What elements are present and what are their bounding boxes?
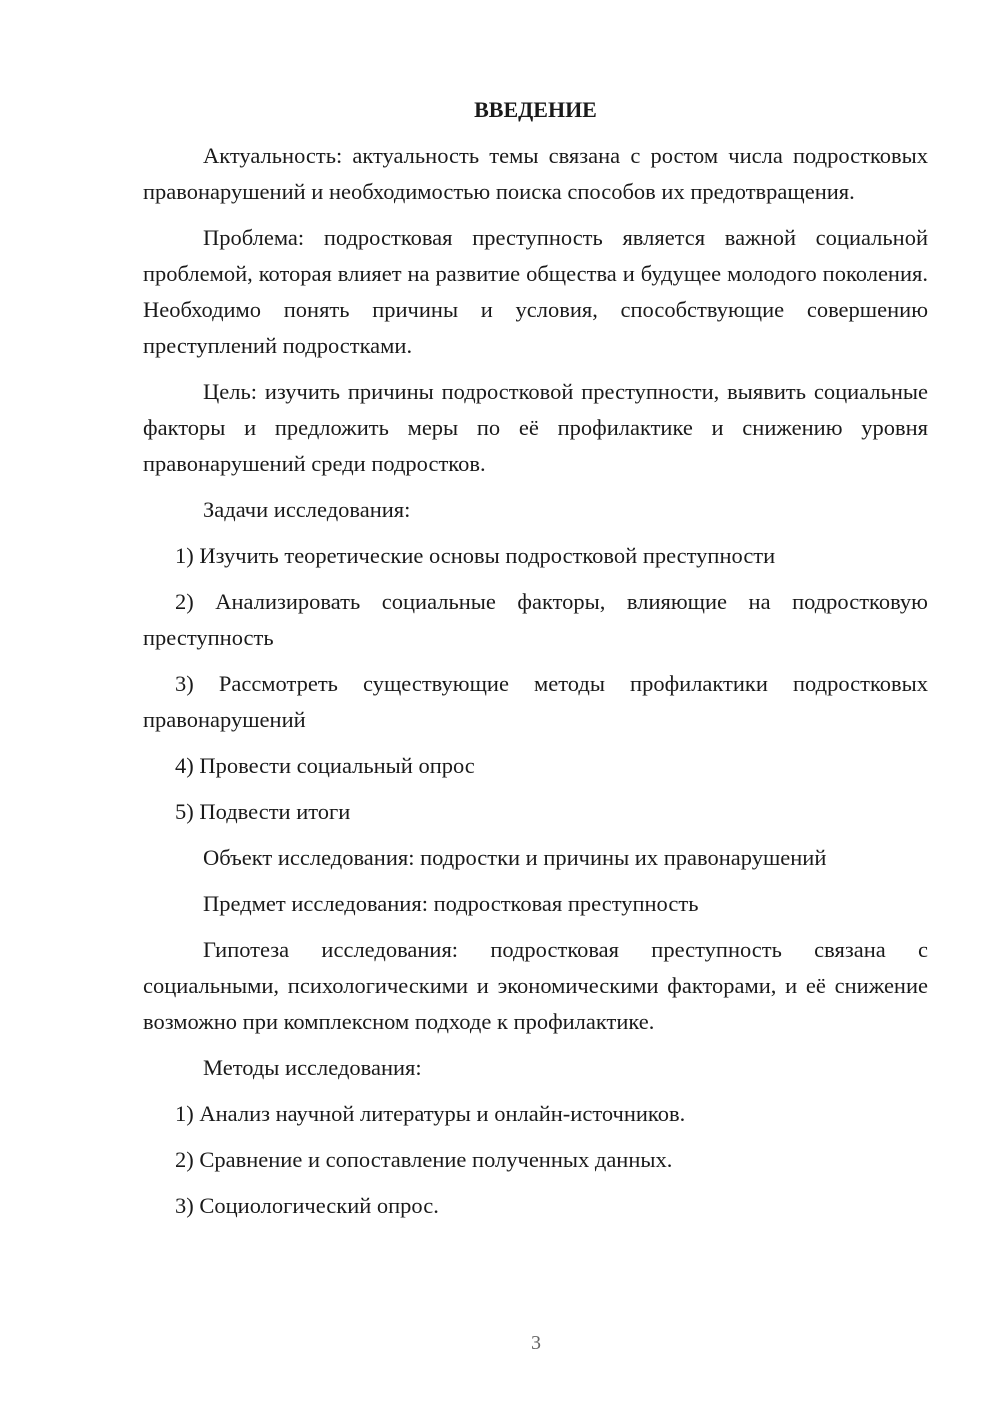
page-content — [143, 92, 928, 1234]
paragraph-object: Объект исследования: подростки и причины их правонарушений — [203, 845, 827, 870]
method-item: 2) Сравнение и сопоставление полученных данных. — [175, 1147, 673, 1172]
paragraph-subject: Предмет исследования: подростковая преступность — [203, 891, 699, 916]
paragraph-problem: Проблема: подростковая преступность является важной социальной проблемой, которая влияет на развитие общества и будущее молодого поколения. Необходимо понять причины и условия, способствующие совершению преступлений подростками. — [143, 225, 928, 358]
methods-heading: Методы исследования: — [203, 1055, 422, 1080]
task-item: 5) Подвести итоги — [175, 799, 351, 824]
tasks-heading: Задачи исследования: — [203, 497, 411, 522]
task-item: 2) Анализировать социальные факторы, влияющие на подростковую преступность — [143, 589, 928, 650]
page-number: 3 — [531, 1332, 541, 1354]
method-item: 3) Социологический опрос. — [175, 1193, 439, 1218]
paragraph-goal: Цель: изучить причины подростковой преступности, выявить социальные факторы и предложить меры по её профилактике и снижению уровня правонарушений среди подростков. — [143, 379, 928, 476]
section-title: ВВЕДЕНИЕ — [474, 97, 597, 122]
paragraph-relevance: Актуальность: актуальность темы связана с ростом числа подростковых правонарушений и необходимостью поиска способов их предотвращения. — [143, 143, 928, 204]
paragraph-hypothesis: Гипотеза исследования: подростковая преступность связана с социальными, психологическими и экономическими факторами, и её снижение возможно при комплексном подходе к профилактике. — [143, 937, 928, 1034]
task-item: 3) Рассмотреть существующие методы профилактики подростковых правонарушений — [143, 671, 928, 732]
method-item: 1) Анализ научной литературы и онлайн-источников. — [175, 1101, 686, 1126]
task-item: 4) Провести социальный опрос — [175, 753, 475, 778]
task-item: 1) Изучить теоретические основы подростковой преступности — [175, 543, 776, 568]
